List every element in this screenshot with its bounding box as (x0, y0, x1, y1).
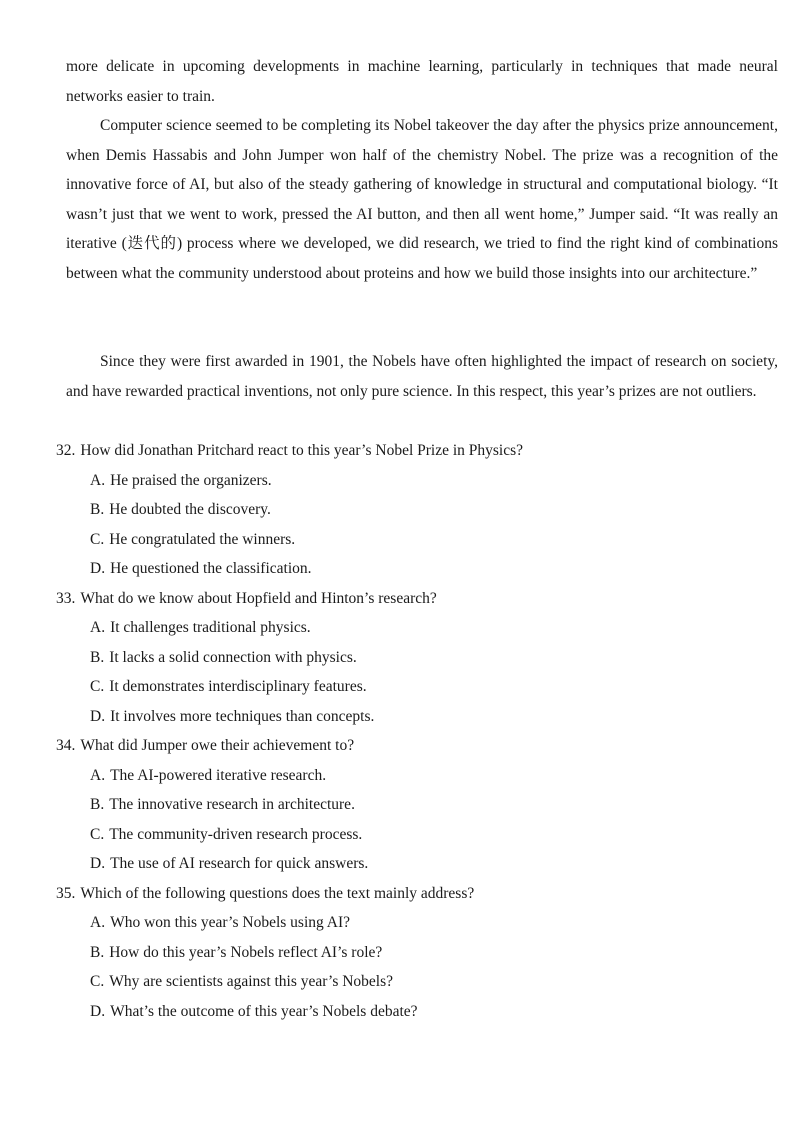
question-text: Which of the following questions does the text mainly address? (80, 884, 475, 902)
option-text: He doubted the discovery. (109, 501, 271, 518)
option-label: C. (90, 825, 105, 843)
option-label: D. (90, 855, 106, 872)
option-text: The community-driven research process. (109, 825, 363, 843)
question-number: 33. (56, 589, 76, 607)
option-text: Who won this year’s Nobels using AI? (110, 914, 351, 931)
option-label: A. (90, 914, 106, 931)
option-text: It demonstrates interdisciplinary features. (109, 678, 367, 695)
option-text: It lacks a solid connection with physics. (109, 648, 357, 666)
option-text: The innovative research in architecture. (109, 796, 355, 813)
question-stem (56, 436, 776, 466)
question-stem (56, 879, 776, 909)
option-a[interactable] (56, 908, 776, 938)
option-text: Why are scientists against this year’s Nobels? (109, 973, 394, 990)
option-text: He questioned the classification. (110, 560, 312, 577)
question-35 (56, 879, 776, 1027)
option-label: B. (90, 648, 105, 666)
option-text: The use of AI research for quick answers. (110, 855, 369, 872)
option-label: A. (90, 766, 106, 784)
passage-paragraph-2: Computer science seemed to be completing its Nobel takeover the day after the physics prize announcement, when Demis Hassabis and John Jumper won half of the chemistry Nobel. The prize was a recognition of the innovative force of AI, but also of the steady gathering of knowledge in structural and computational biology. “It wasn’t just that we went to work, pressed the AI button, and then all went home,” Jumper said. “It was really an iterative (迭代的) process where we developed, we did research, we tried to find the right kind of combinations between what the community understood about proteins and how we build those insights into our architecture.” (66, 117, 778, 282)
option-b[interactable] (56, 790, 776, 820)
option-text: The AI-powered iterative research. (110, 766, 327, 784)
option-d[interactable] (56, 702, 776, 732)
option-b[interactable] (56, 495, 776, 525)
option-d[interactable] (56, 849, 776, 879)
option-label: A. (90, 619, 106, 636)
option-d[interactable] (56, 997, 776, 1027)
passage-paragraph-3: Since they were first awarded in 1901, the Nobels have often highlighted the impact of research on society, and have rewarded practical inventions, not only pure science. In this respect, this year’s prizes are not outliers. (66, 353, 778, 400)
option-label: D. (90, 1002, 106, 1020)
question-text: How did Jonathan Pritchard react to this year’s Nobel Prize in Physics? (80, 442, 524, 459)
question-list (56, 436, 776, 1026)
question-stem (56, 584, 776, 614)
option-text: He praised the organizers. (110, 471, 272, 489)
option-b[interactable] (56, 643, 776, 673)
question-number: 34. (56, 737, 76, 754)
option-label: D. (90, 560, 106, 577)
question-number: 32. (56, 442, 76, 459)
option-c[interactable] (56, 525, 776, 555)
question-33 (56, 584, 776, 732)
option-text: It involves more techniques than concepts. (110, 707, 375, 725)
passage-paragraph-1: more delicate in upcoming developments in machine learning, particularly in techniques that made neural networks easier to train. (66, 58, 778, 105)
option-label: A. (90, 471, 106, 489)
question-text: What did Jumper owe their achievement to? (80, 737, 355, 754)
option-text: He congratulated the winners. (109, 530, 296, 548)
question-text: What do we know about Hopfield and Hinton’s research? (80, 589, 437, 607)
option-b[interactable] (56, 938, 776, 968)
option-d[interactable] (56, 554, 776, 584)
option-text: What’s the outcome of this year’s Nobels debate? (110, 1002, 418, 1020)
option-text: How do this year’s Nobels reflect AI’s role? (109, 943, 383, 961)
option-label: C. (90, 530, 105, 548)
option-c[interactable] (56, 967, 776, 997)
option-a[interactable] (56, 466, 776, 496)
question-34 (56, 731, 776, 879)
option-label: D. (90, 707, 106, 725)
option-c[interactable] (56, 820, 776, 850)
option-a[interactable] (56, 761, 776, 791)
question-stem (56, 731, 776, 761)
option-c[interactable] (56, 672, 776, 702)
option-label: B. (90, 943, 105, 961)
question-32 (56, 436, 776, 584)
option-label: C. (90, 973, 105, 990)
option-label: B. (90, 501, 105, 518)
question-number: 35. (56, 884, 76, 902)
option-a[interactable] (56, 613, 776, 643)
option-label: B. (90, 796, 105, 813)
option-label: C. (90, 678, 105, 695)
option-text: It challenges traditional physics. (110, 619, 311, 636)
